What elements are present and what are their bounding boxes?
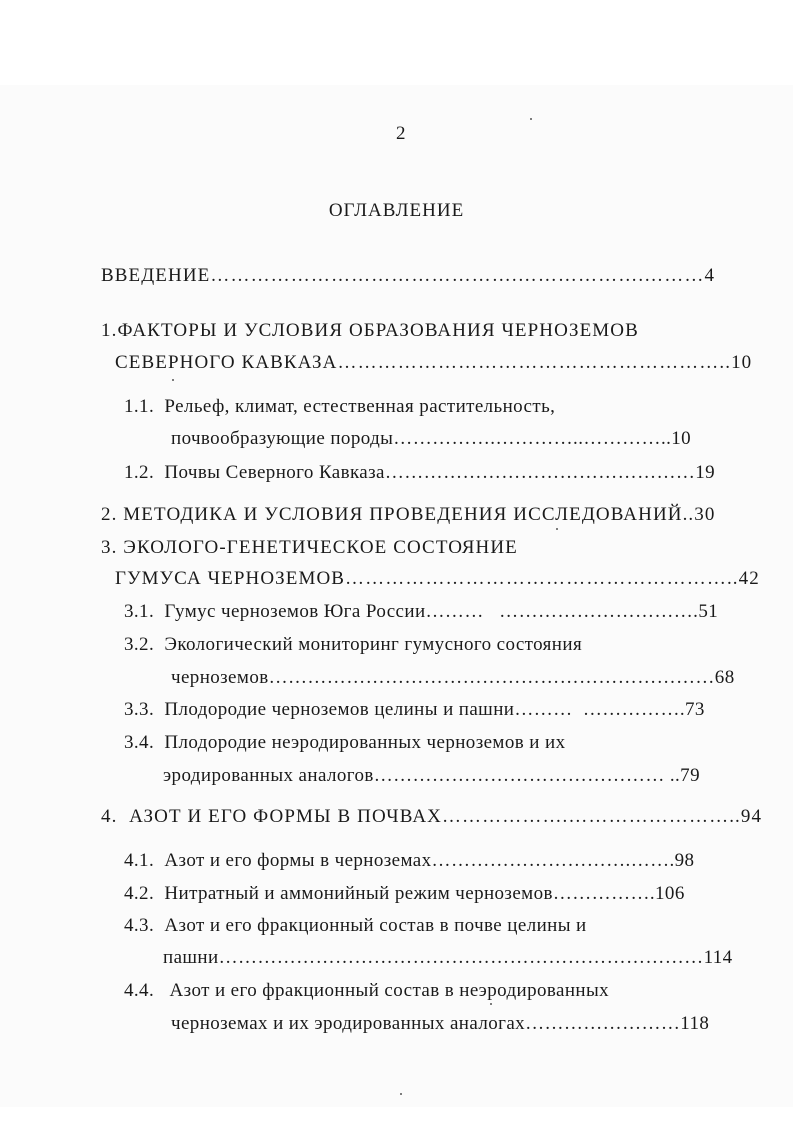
toc-entry-section-3-2: 3.2. Экологический мониторинг гумусного состояния xyxy=(124,634,583,655)
toc-entry-chapter-3-continued: ГУМУСА ЧЕРНОЗЕМОВ…………………………………………………..42 xyxy=(115,568,760,589)
toc-entry-section-1-2: 1.2. Почвы Северного Кавказа…………………………………………19 xyxy=(124,462,716,483)
toc-entry-section-4-4-continued: черноземах и их эродированных аналогах……………………118 xyxy=(171,1013,710,1034)
toc-entry-section-3-4-continued: эродированных аналогов……………………………………… ..79 xyxy=(163,765,700,786)
toc-entry-chapter-1-continued: СЕВЕРНОГО КАВКАЗА…………………………………………………..10 xyxy=(115,352,753,373)
toc-entry-section-3-4: 3.4. Плодородие неэродированных черноземов и их xyxy=(124,732,566,753)
scan-speck xyxy=(400,1093,402,1095)
toc-entry-section-3-2-continued: черноземов……………………………………………………………68 xyxy=(171,667,735,688)
toc-entry-section-4-1: 4.1. Азот и его формы в черноземах………………………….…….98 xyxy=(124,850,695,871)
toc-entry-section-1-1-continued: почвообразующие породы…………….…………..…………..10 xyxy=(171,428,692,449)
toc-entry-section-4-4: 4.4. Азот и его фракционный состав в неэродированных xyxy=(124,980,610,1001)
toc-entry-introduction: ВВЕДЕНИЕ……………………………………….……………….………4 xyxy=(101,265,716,286)
page-title: ОГЛАВЛЕНИЕ xyxy=(328,200,465,221)
toc-entry-chapter-2: 2. МЕТОДИКА И УСЛОВИЯ ПРОВЕДЕНИЯ ИССЛЕДОВАНИЙ..30 xyxy=(101,504,716,525)
toc-entry-chapter-1: 1.ФАКТОРЫ И УСЛОВИЯ ОБРАЗОВАНИЯ ЧЕРНОЗЕМОВ xyxy=(101,320,639,341)
toc-entry-chapter-3: 3. ЭКОЛОГО-ГЕНЕТИЧЕСКОЕ СОСТОЯНИЕ xyxy=(101,537,518,558)
toc-entry-chapter-4: 4. АЗОТ И ЕГО ФОРМЫ В ПОЧВАХ……………….……………………..94 xyxy=(101,806,763,827)
toc-entry-section-3-3: 3.3. Плодородие черноземов целины и пашни……… …………….73 xyxy=(124,699,705,720)
scan-speck xyxy=(556,528,558,530)
scan-speck xyxy=(530,118,532,120)
toc-entry-section-1-1: 1.1. Рельеф, климат, естественная растительность, xyxy=(124,396,556,417)
toc-entry-section-4-3-continued: пашни…………………………………………………………………114 xyxy=(163,947,733,968)
toc-entry-section-3-1: 3.1. Гумус черноземов Юга России……… ………………………….51 xyxy=(124,601,719,622)
page-number: 2 xyxy=(396,123,406,144)
scan-speck xyxy=(172,379,174,381)
toc-entry-section-4-2: 4.2. Нитратный и аммонийный режим черноземов…………….106 xyxy=(124,883,685,904)
scan-speck xyxy=(490,1003,492,1005)
toc-entry-section-4-3: 4.3. Азот и его фракционный состав в почве целины и xyxy=(124,915,587,936)
